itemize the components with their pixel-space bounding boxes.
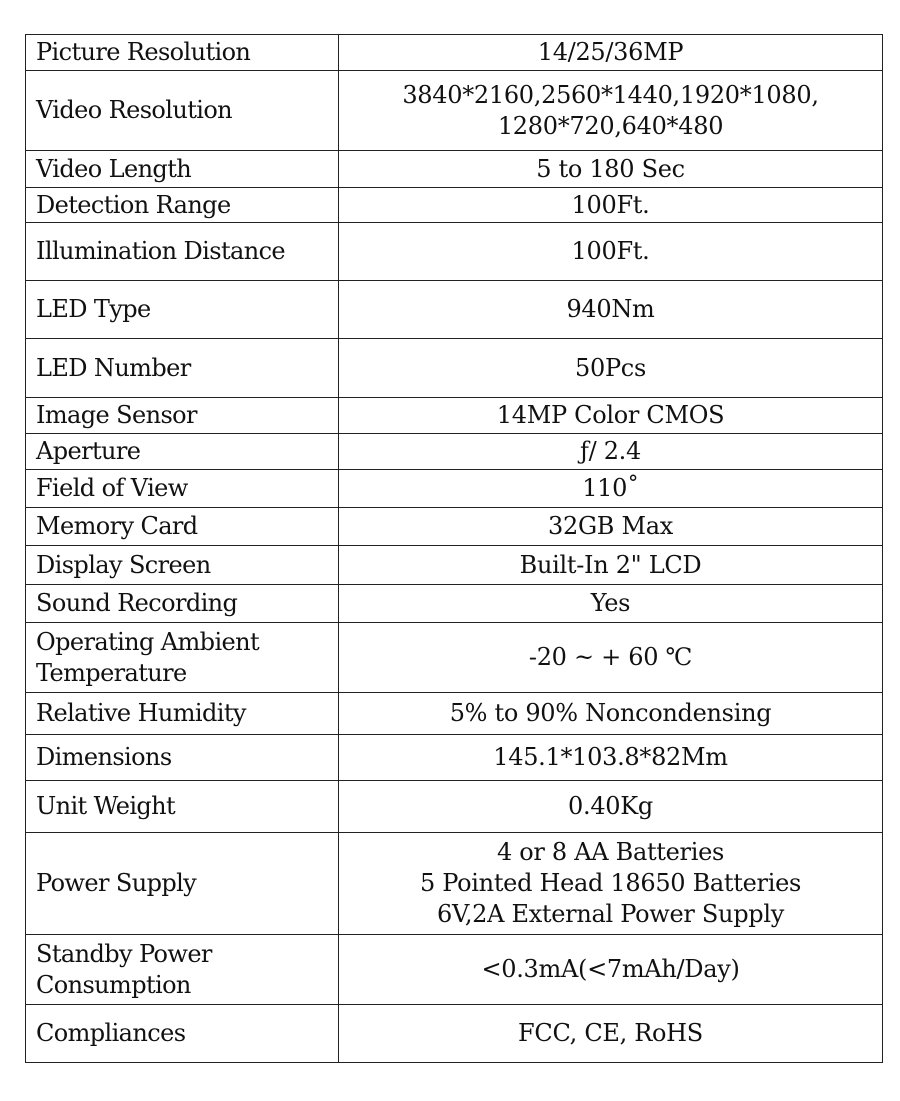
spec-value: 145.1*103.8*82Mm bbox=[493, 743, 728, 771]
table-row bbox=[26, 281, 883, 339]
spec-value: -20 ~ + 60 ℃ bbox=[528, 643, 693, 671]
table-row bbox=[26, 188, 883, 223]
spec-value: 6V,2A External Power Supply bbox=[437, 900, 784, 928]
spec-label: Dimensions bbox=[36, 743, 172, 771]
table-row bbox=[26, 223, 883, 281]
spec-label-cell bbox=[26, 339, 339, 398]
spec-label: Sound Recording bbox=[36, 589, 238, 617]
spec-value: 5 Pointed Head 18650 Batteries bbox=[419, 869, 801, 897]
spec-value-cell bbox=[339, 1005, 883, 1063]
table-row bbox=[26, 35, 883, 71]
spec-value-cell bbox=[339, 35, 883, 71]
spec-label: Illumination Distance bbox=[36, 237, 286, 265]
spec-value-cell bbox=[339, 508, 883, 546]
spec-label: LED Number bbox=[36, 353, 191, 382]
spec-label-cell bbox=[26, 935, 339, 1005]
spec-value: Built-In 2" LCD bbox=[519, 550, 702, 579]
spec-label: Compliances bbox=[36, 1019, 186, 1047]
table-row bbox=[26, 151, 883, 188]
spec-value-cell bbox=[339, 623, 883, 693]
spec-value: Yes bbox=[590, 589, 631, 617]
table-row bbox=[26, 833, 883, 935]
spec-value-cell bbox=[339, 434, 883, 470]
table-row bbox=[26, 735, 883, 781]
spec-label: Memory Card bbox=[36, 512, 198, 540]
spec-label-cell bbox=[26, 833, 339, 935]
spec-label-cell bbox=[26, 693, 339, 735]
spec-label-cell bbox=[26, 585, 339, 623]
table-row bbox=[26, 1005, 883, 1063]
spec-label-cell bbox=[26, 188, 339, 223]
table-row bbox=[26, 693, 883, 735]
spec-value: 100Ft. bbox=[571, 190, 650, 219]
spec-value-cell bbox=[339, 281, 883, 339]
spec-label: Field of View bbox=[36, 474, 188, 502]
spec-value-cell bbox=[339, 781, 883, 833]
spec-value: 3840*2160,2560*1440,1920*1080, bbox=[402, 80, 819, 109]
specifications-table-body bbox=[26, 35, 883, 1063]
spec-value-cell bbox=[339, 71, 883, 151]
table-row bbox=[26, 339, 883, 398]
spec-value-cell bbox=[339, 833, 883, 935]
spec-label-line: Standby Power bbox=[36, 939, 212, 968]
spec-label: LED Type bbox=[36, 295, 151, 323]
spec-label-cell bbox=[26, 434, 339, 470]
table-row bbox=[26, 623, 883, 693]
spec-value-cell bbox=[339, 693, 883, 735]
spec-value: 0.40Kg bbox=[568, 792, 653, 820]
spec-label: Video Resolution bbox=[36, 96, 233, 124]
table-row bbox=[26, 935, 883, 1005]
spec-label: Image Sensor bbox=[36, 401, 197, 429]
spec-value: 14/25/36MP bbox=[537, 38, 684, 66]
spec-value-cell bbox=[339, 151, 883, 188]
spec-value: 50Pcs bbox=[575, 353, 646, 382]
spec-label: Video Length bbox=[36, 154, 192, 183]
spec-label-cell bbox=[26, 223, 339, 281]
spec-label: Display Screen bbox=[36, 550, 211, 579]
spec-label: Picture Resolution bbox=[36, 38, 251, 66]
spec-value-cell bbox=[339, 735, 883, 781]
spec-value: 14MP Color CMOS bbox=[496, 401, 725, 429]
table-row bbox=[26, 585, 883, 623]
spec-value: 1280*720,640*480 bbox=[497, 111, 724, 140]
spec-label-cell bbox=[26, 281, 339, 339]
spec-value: 940Nm bbox=[566, 295, 655, 323]
spec-value-cell bbox=[339, 546, 883, 585]
spec-label-line: Consumption bbox=[36, 970, 191, 999]
spec-value: ƒ/ 2.4 bbox=[580, 437, 641, 465]
spec-value: FCC, CE, RoHS bbox=[518, 1019, 703, 1047]
spec-label: Relative Humidity bbox=[36, 699, 246, 727]
table-row bbox=[26, 71, 883, 151]
spec-value-cell bbox=[339, 935, 883, 1005]
spec-label-line: Temperature bbox=[36, 658, 187, 687]
spec-label: Detection Range bbox=[36, 190, 231, 219]
spec-value-cell bbox=[339, 398, 883, 434]
table-row bbox=[26, 546, 883, 585]
spec-label-cell bbox=[26, 71, 339, 151]
spec-value: <0.3mA(<7mAh/Day) bbox=[481, 955, 740, 983]
spec-label-cell bbox=[26, 546, 339, 585]
spec-label-cell bbox=[26, 781, 339, 833]
spec-label: Aperture bbox=[36, 437, 141, 465]
spec-label: Unit Weight bbox=[36, 792, 176, 820]
spec-label-cell bbox=[26, 35, 339, 71]
table-row bbox=[26, 434, 883, 470]
spec-value-cell bbox=[339, 470, 883, 508]
spec-label-cell bbox=[26, 1005, 339, 1063]
spec-value-cell bbox=[339, 585, 883, 623]
spec-value-cell bbox=[339, 223, 883, 281]
spec-label-cell bbox=[26, 151, 339, 188]
spec-label-cell bbox=[26, 623, 339, 693]
table-row bbox=[26, 508, 883, 546]
table-row bbox=[26, 398, 883, 434]
spec-label-cell bbox=[26, 508, 339, 546]
spec-value: 4 or 8 AA Batteries bbox=[496, 838, 725, 866]
table-row bbox=[26, 781, 883, 833]
specifications-table bbox=[25, 34, 883, 1063]
spec-value: 100Ft. bbox=[571, 237, 650, 265]
spec-label-cell bbox=[26, 735, 339, 781]
spec-value: 5 to 180 Sec bbox=[536, 154, 685, 183]
spec-value: 5% to 90% Noncondensing bbox=[449, 699, 772, 727]
spec-value-cell bbox=[339, 339, 883, 398]
spec-label-line: Operating Ambient bbox=[36, 627, 260, 656]
spec-label-cell bbox=[26, 470, 339, 508]
spec-value-cell bbox=[339, 188, 883, 223]
spec-value: 110˚ bbox=[582, 474, 639, 502]
spec-label: Power Supply bbox=[36, 869, 197, 897]
spec-value: 32GB Max bbox=[548, 512, 673, 540]
spec-label-cell bbox=[26, 398, 339, 434]
table-row bbox=[26, 470, 883, 508]
